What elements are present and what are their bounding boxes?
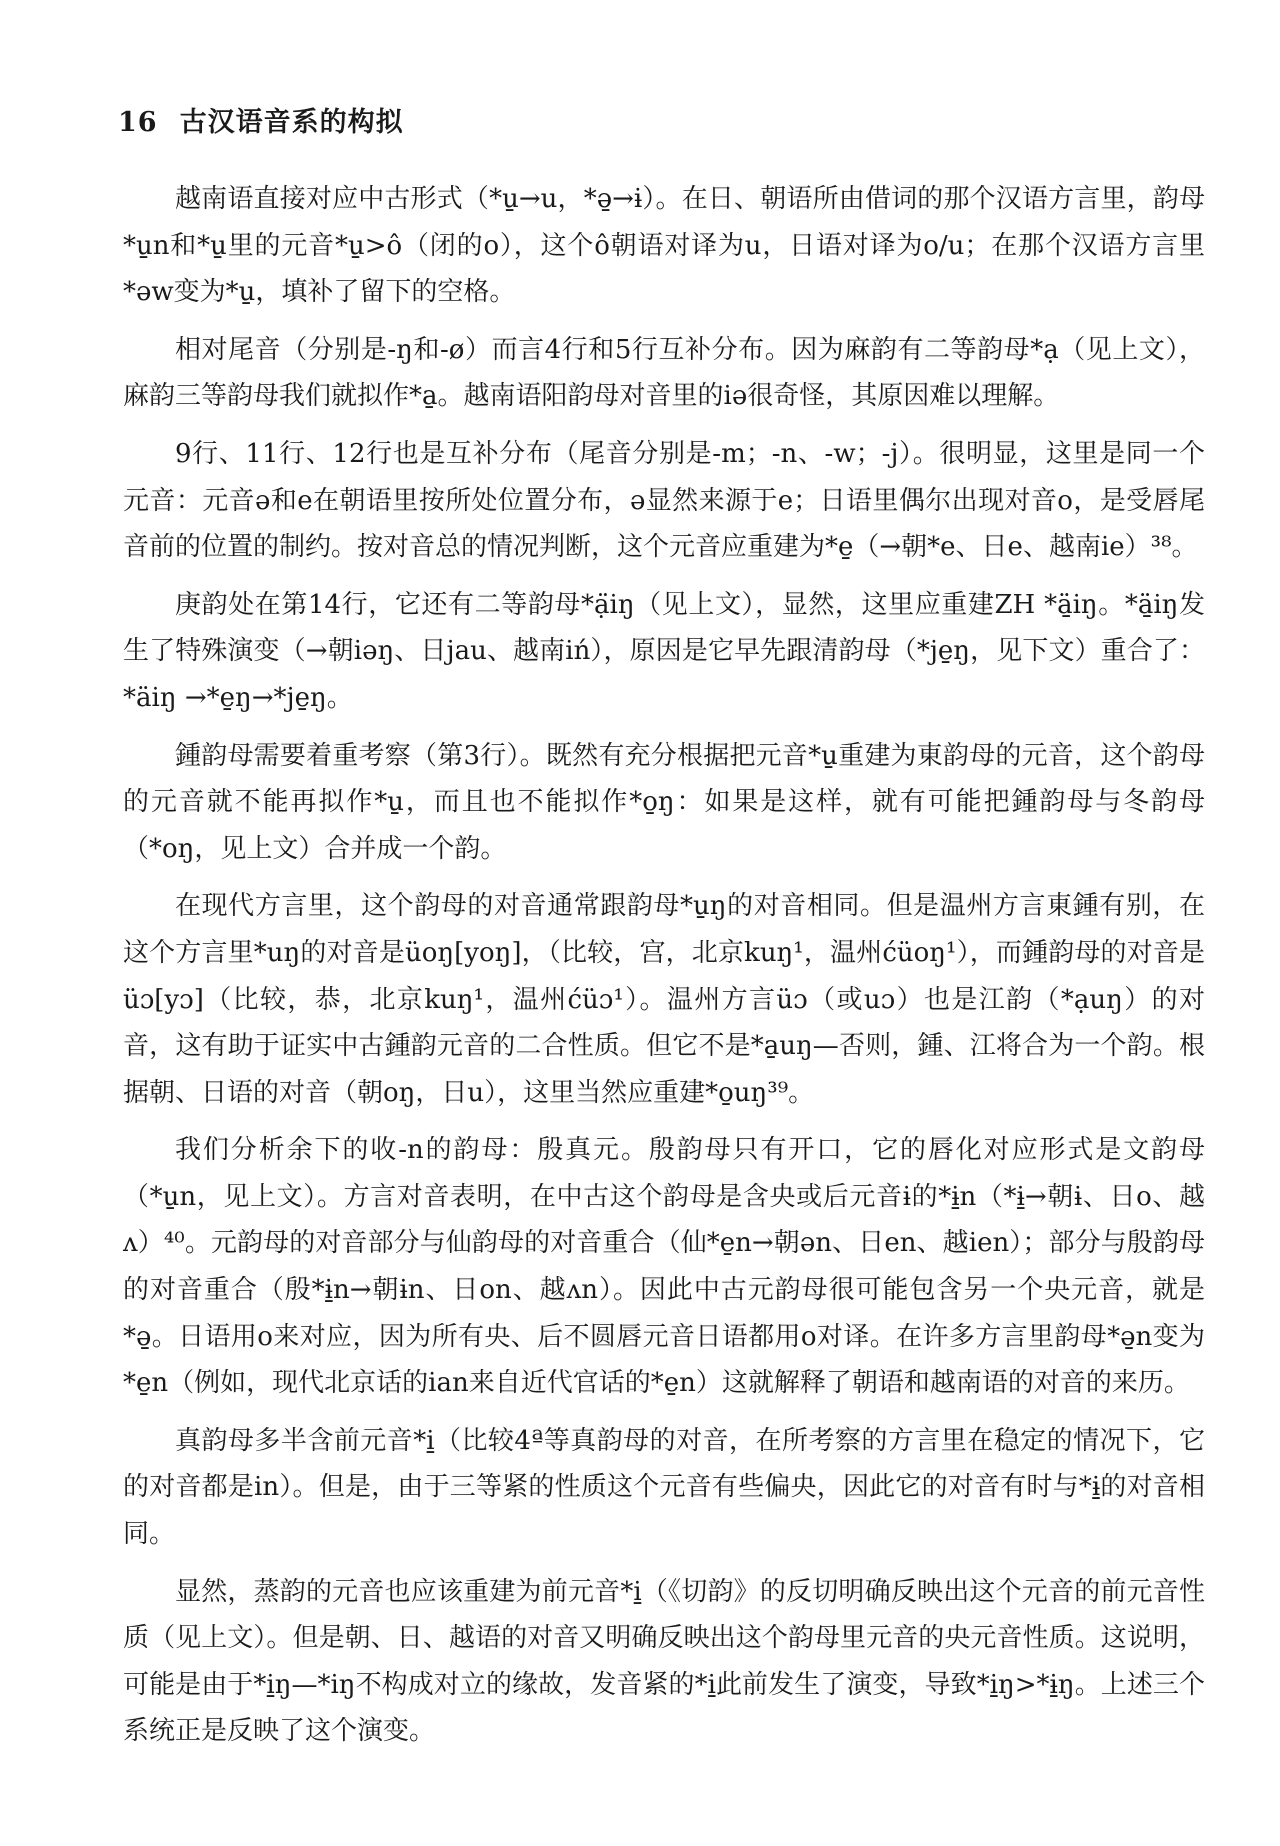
paragraph: 越南语直接对应中古形式（*u̱→u，*ə̱→ɨ）。在日、朝语所由借词的那个汉语方言里，韵母*u̱n和*u̱里的元音*u̱>ô（闭的o），这个ô朝语对译为u，日语对译为o/u；在那个汉语方言里*əw变为*u̱，填补了留下的空格。 bbox=[123, 184, 1205, 308]
paragraph: 庚韵处在第14行，它还有二等韵母*ạ̈iŋ（见上文），显然，这里应重建ZH *ä̱iŋ。*ä̱iŋ发生了特殊演变（→朝iəŋ、日jau、越南iń），原因是它早先跟清韵母（*je̱ŋ，见下文）重合了：*äiŋ →*e̱ŋ→*je̱ŋ。 bbox=[123, 589, 1205, 713]
paragraph: 9行、11行、12行也是互补分布（尾音分别是-m；-n、-w；-j）。很明显，这里是同一个元音：元音ə和e在朝语里按所处位置分布，ə显然来源于e；日语里偶尔出现对音o，是受唇尾音前的位置的制约。按对音总的情况判断，这个元音应重建为*e̱（→朝*e、日e、越南ie）³⁸。 bbox=[123, 438, 1205, 563]
book-title: 古汉语音系的构拟 bbox=[179, 107, 404, 138]
paragraph: 在现代方言里，这个韵母的对音通常跟韵母*u̱ŋ的对音相同。但是温州方言東鍾有别，在这个方言里*uŋ的对音是üoŋ[yoŋ]，（比较，宫，北京kuŋ¹，温州ćüoŋ¹），而鍾韵母的对音是üɔ[yɔ]（比较，恭，北京kuŋ¹，温州ćüɔ¹）。温州方言üɔ（或uɔ）也是江韵（*ạuŋ）的对音，这有助于证实中古鍾韵元音的二合性质。但它不是*a̱uŋ—否则，鍾、江将合为一个韵。根据朝、日语的对音（朝oŋ，日u），这里当然应重建*o̱uŋ³⁹。 bbox=[123, 891, 1205, 1108]
running-head bbox=[118, 100, 404, 139]
paragraph: 我们分析余下的收-n的韵母：殷真元。殷韵母只有开口，它的唇化对应形式是文韵母（*u̱n，见上文）。方言对音表明，在中古这个韵母是含央或后元音ɨ的*ɨ̱n（*ɨ̱→朝ɨ、日o、越ʌ）⁴⁰。元韵母的对音部分与仙韵母的对音重合（仙*e̱n→朝ən、日en、越ien）；部分与殷韵母的对音重合（殷*ɨ̱n→朝ɨn、日on、越ʌn）。因此中古元韵母很可能包含另一个央元音，就是*ə̱。日语用o来对应，因为所有央、后不圆唇元音日语都用o对译。在许多方言里韵母*ə̱n变为*e̱n（例如，现代北京话的ian来自近代官话的*e̱n）这就解释了朝语和越南语的对音的来历。 bbox=[123, 1135, 1205, 1399]
paragraph: 显然，蒸韵的元音也应该重建为前元音*i̱（《切韵》的反切明确反映出这个元音的前元音性质（见上文）。但是朝、日、越语的对音又明确反映出这个韵母里元音的央元音性质。这说明，可能是由于*i̱ŋ—*iŋ不构成对立的缘故，发音紧的*i̱此前发生了演变，导致*i̱ŋ>*ɨ̱ŋ。上述三个系统正是反映了这个演变。 bbox=[123, 1576, 1205, 1747]
paragraph: 鍾韵母需要着重考察（第3行）。既然有充分根据把元音*u̱重建为東韵母的元音，这个韵母的元音就不能再拟作*u̱，而且也不能拟作*o̱ŋ：如果是这样，就有可能把鍾韵母与冬韵母（*oŋ，见上文）合并成一个韵。 bbox=[123, 740, 1205, 864]
paragraph: 真韵母多半含前元音*i̱（比较4ª等真韵母的对音，在所考察的方言里在稳定的情况下，它的对音都是in）。但是，由于三等紧的性质这个元音有些偏央，因此它的对音有时与*ɨ̱的对音相同。 bbox=[123, 1425, 1205, 1550]
page-number: 16 bbox=[118, 107, 158, 138]
paragraph: 相对尾音（分别是-ŋ和-ø）而言4行和5行互补分布。因为麻韵有二等韵母*ạ（见上文），麻韵三等韵母我们就拟作*a̱。越南语阳韵母对音里的iə很奇怪，其原因难以理解。 bbox=[123, 334, 1205, 412]
body-text bbox=[123, 176, 1205, 1766]
